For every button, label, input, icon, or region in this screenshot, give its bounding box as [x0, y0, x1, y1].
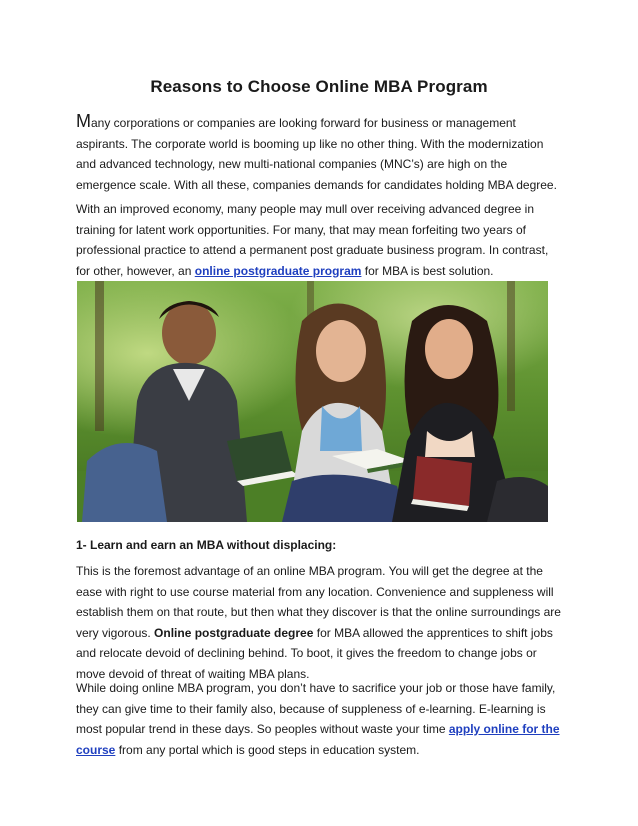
drop-cap: M [76, 111, 91, 131]
online-postgraduate-degree-bold: Online postgraduate degree [154, 625, 314, 640]
section-1-p2-text-after: from any portal which is good steps in education system. [115, 742, 420, 757]
apply-online-link[interactable]: apply online for the course [76, 722, 560, 757]
students-photo [77, 281, 548, 522]
section-1-p1-text-before: This is the foremost advantage of an online MBA program. You will get the degree at the ease with right to use course material from any location. Convenience and suppleness will establish them on that route, but then what they discover is that the online surroundings are very vigorous. [76, 564, 561, 640]
section-1-paragraph-2 [76, 678, 564, 760]
online-postgraduate-program-link[interactable]: online postgraduate program [194, 263, 362, 278]
paragraph-economy-text-before: With an improved economy, many people may mull over receiving advanced degree in training for latent work opportunities. For many, that may mean forfeiting two years of professional practice to attend a permanent post graduate business program. In contrast, for other, however, an [76, 202, 549, 278]
page-title: Reasons to Choose Online MBA Program [150, 77, 488, 96]
intro-paragraph [76, 113, 564, 195]
section-1-heading: 1- Learn and earn an MBA without displacing: [76, 538, 337, 552]
section-1-p2-text-before: While doing online MBA program, you don’t have to sacrifice your job or those have family, they can give time to their family also, because of suppleness of e-learning. E-learning is most popular trend in these days. So peoples without waste your time [76, 681, 556, 736]
section-1-paragraph-1 [76, 561, 564, 684]
section-1-p1-text-after: for MBA allowed the apprentices to shift jobs and relocate devoid of declining behind. To boot, it gives the freedom to change jobs or move devoid of threat of waiting MBA plans. [76, 625, 553, 681]
paragraph-economy [76, 199, 564, 281]
intro-text: any corporations or companies are looking forward for business or management aspirants. The corporate world is booming up like no other thing. With the modernization and advanced technology, new multi-national companies (MNC’s) are high on the emergence scale. With all these, companies demands for candidates holding MBA degree. [76, 116, 557, 192]
paragraph-economy-text-after: for MBA is best solution. [361, 263, 494, 278]
